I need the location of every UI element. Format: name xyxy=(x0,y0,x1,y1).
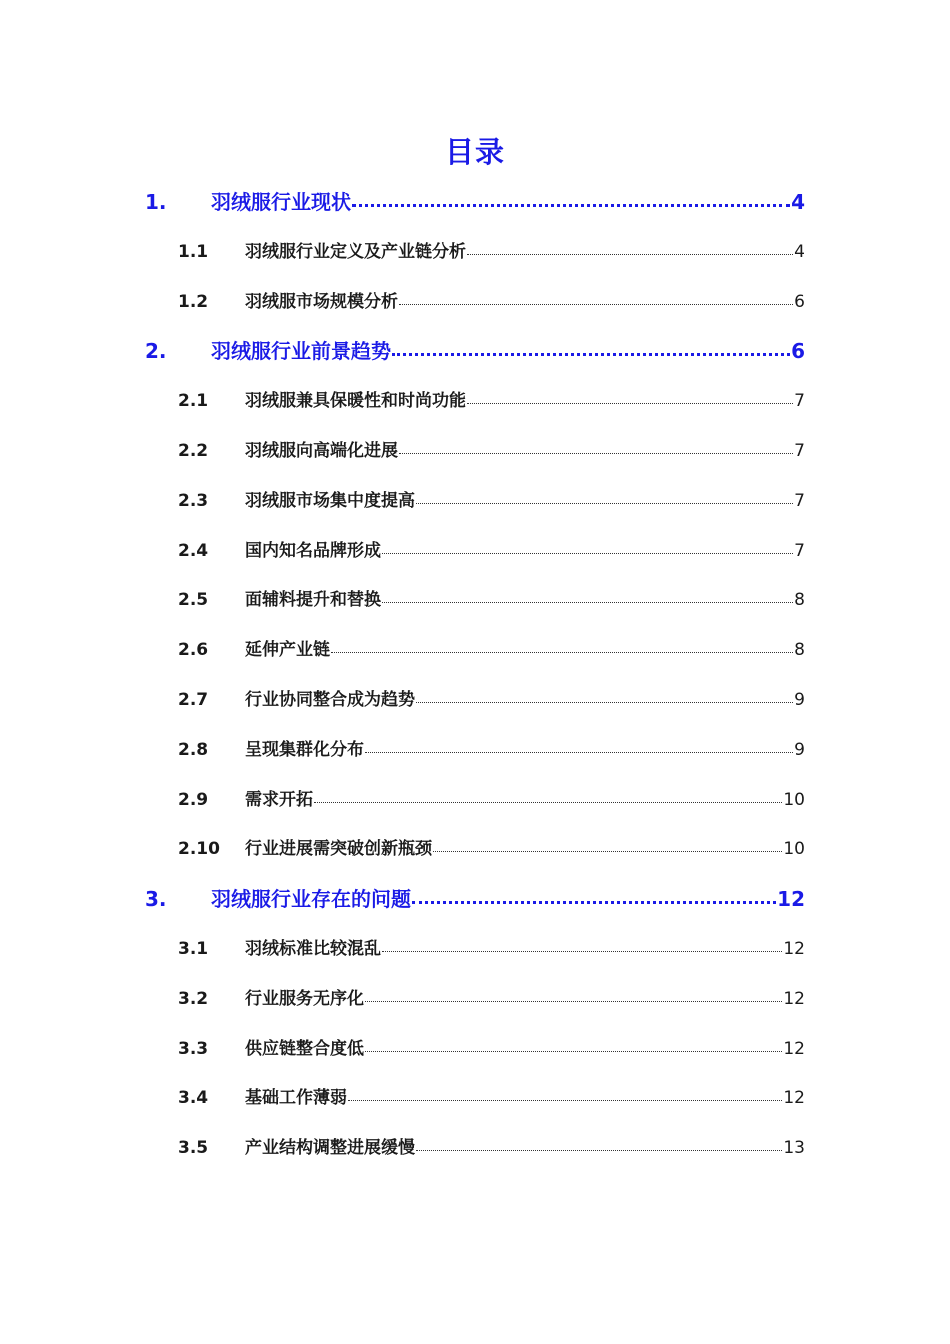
toc-section-entry[interactable] xyxy=(178,829,805,869)
toc-section-entry[interactable] xyxy=(178,580,805,620)
toc-entry-page-number: 4 xyxy=(791,190,805,214)
toc-section-entry[interactable] xyxy=(178,232,805,272)
toc-entry-page-number: 7 xyxy=(794,490,805,511)
toc-entry-number: 2.5 xyxy=(178,590,209,611)
toc-entry-page-number: 12 xyxy=(777,887,805,912)
toc-dot-leader xyxy=(467,403,793,404)
toc-entry-number: 3.1 xyxy=(178,939,209,959)
toc-entry-number: 2.3 xyxy=(178,490,209,511)
toc-entry-title: 羽绒服行业前景趋势 xyxy=(211,339,391,364)
toc-entry-page-number: 13 xyxy=(783,1138,805,1159)
toc-entry-number: 2. xyxy=(145,339,167,364)
toc-section-entry[interactable] xyxy=(178,979,805,1019)
toc-entry-title: 行业进展需突破创新瓶颈 xyxy=(245,839,432,860)
toc-section-entry[interactable] xyxy=(178,381,805,421)
toc-entry-title: 行业协同整合成为趋势 xyxy=(245,690,415,710)
toc-entry-page-number: 8 xyxy=(794,640,805,661)
toc-section-entry[interactable] xyxy=(178,481,805,521)
toc-entry-page-number: 7 xyxy=(794,391,805,412)
toc-section-entry[interactable] xyxy=(178,680,805,720)
toc-dot-leader xyxy=(352,204,790,207)
toc-entry-number: 2.7 xyxy=(178,690,209,710)
toc-entry-page-number: 12 xyxy=(783,1038,805,1059)
toc-entry-number: 1.2 xyxy=(178,291,209,312)
toc-dot-leader xyxy=(382,951,782,952)
toc-entry-number: 2.9 xyxy=(178,789,209,810)
toc-entry-page-number: 9 xyxy=(794,739,805,760)
toc-entry-number: 3.2 xyxy=(178,988,209,1009)
toc-entry-title: 面辅料提升和替换 xyxy=(245,590,381,611)
toc-dot-leader xyxy=(331,652,793,653)
toc-dot-leader xyxy=(416,1150,782,1151)
toc-title: 目录 xyxy=(444,135,505,169)
toc-dot-leader xyxy=(382,553,793,554)
toc-entry-page-number: 7 xyxy=(794,441,805,461)
toc-entry-number: 2.8 xyxy=(178,739,209,760)
toc-entry-title: 国内知名品牌形成 xyxy=(245,540,381,561)
toc-entry-number: 2.2 xyxy=(178,441,209,461)
toc-section-entry[interactable] xyxy=(178,431,805,471)
toc-dot-leader xyxy=(433,851,782,852)
toc-section-entry[interactable] xyxy=(178,1029,805,1069)
toc-entry-number: 3.3 xyxy=(178,1038,209,1059)
toc-entry-title: 延伸产业链 xyxy=(245,640,330,661)
toc-section-entry[interactable] xyxy=(178,282,805,322)
toc-entry-page-number: 12 xyxy=(783,1088,805,1109)
toc-entry-number: 1. xyxy=(145,190,167,214)
toc-entry-title: 供应链整合度低 xyxy=(245,1038,364,1059)
toc-entry-title: 羽绒服行业现状 xyxy=(211,190,351,214)
toc-dot-leader xyxy=(467,254,793,255)
toc-entry-title: 基础工作薄弱 xyxy=(245,1088,347,1109)
toc-chapter-entry[interactable] xyxy=(145,331,805,371)
toc-entry-title: 需求开拓 xyxy=(245,789,313,810)
toc-entry-page-number: 12 xyxy=(783,939,805,959)
toc-entry-title: 行业服务无序化 xyxy=(245,988,364,1009)
toc-entry-page-number: 9 xyxy=(794,690,805,710)
toc-dot-leader xyxy=(365,1051,782,1052)
toc-dot-leader xyxy=(416,503,793,504)
toc-entry-number: 2.10 xyxy=(178,839,220,860)
toc-dot-leader xyxy=(348,1100,782,1101)
toc-entry-title: 呈现集群化分布 xyxy=(245,739,364,760)
toc-dot-leader xyxy=(412,901,776,904)
toc-dot-leader xyxy=(416,702,793,703)
toc-entry-number: 3.5 xyxy=(178,1138,209,1159)
toc-entry-page-number: 10 xyxy=(783,839,805,860)
toc-entry-page-number: 12 xyxy=(783,988,805,1009)
toc-entry-title: 羽绒服向高端化进展 xyxy=(245,441,398,461)
toc-entry-title: 羽绒服行业定义及产业链分析 xyxy=(245,241,466,262)
toc-entry-title: 羽绒服市场集中度提高 xyxy=(245,490,415,511)
toc-entry-number: 1.1 xyxy=(178,241,209,262)
toc-section-entry[interactable] xyxy=(178,929,805,969)
toc-section-entry[interactable] xyxy=(178,730,805,770)
toc-entry-number: 3. xyxy=(145,887,167,912)
toc-entry-page-number: 6 xyxy=(791,339,805,364)
toc-entry-title: 羽绒服行业存在的问题 xyxy=(211,887,411,912)
toc-dot-leader xyxy=(365,752,793,753)
toc-dot-leader xyxy=(399,304,793,305)
toc-entry-title: 产业结构调整进展缓慢 xyxy=(245,1138,415,1159)
toc-entry-page-number: 6 xyxy=(794,291,805,312)
toc-entry-title: 羽绒服市场规模分析 xyxy=(245,291,398,312)
toc-entry-number: 2.4 xyxy=(178,540,209,561)
toc-entry-page-number: 8 xyxy=(794,590,805,611)
toc-entry-number: 2.6 xyxy=(178,640,209,661)
toc-section-entry[interactable] xyxy=(178,630,805,670)
toc-dot-leader xyxy=(392,353,790,356)
toc-chapter-entry[interactable] xyxy=(145,879,805,919)
toc-entry-page-number: 10 xyxy=(783,789,805,810)
toc-section-entry[interactable] xyxy=(178,780,805,820)
toc-entry-title: 羽绒服兼具保暖性和时尚功能 xyxy=(245,391,466,412)
toc-entry-title: 羽绒标准比较混乱 xyxy=(245,939,381,959)
toc-section-entry[interactable] xyxy=(178,1078,805,1118)
toc-section-entry[interactable] xyxy=(178,531,805,571)
toc-entry-page-number: 4 xyxy=(794,241,805,262)
toc-dot-leader xyxy=(382,602,793,603)
toc-dot-leader xyxy=(314,802,782,803)
toc-chapter-entry[interactable] xyxy=(145,182,805,222)
toc-section-entry[interactable] xyxy=(178,1128,805,1168)
toc-dot-leader xyxy=(365,1001,782,1002)
toc-entry-page-number: 7 xyxy=(794,540,805,561)
toc-entry-number: 3.4 xyxy=(178,1088,209,1109)
toc-entry-number: 2.1 xyxy=(178,391,209,412)
toc-dot-leader xyxy=(399,453,793,454)
